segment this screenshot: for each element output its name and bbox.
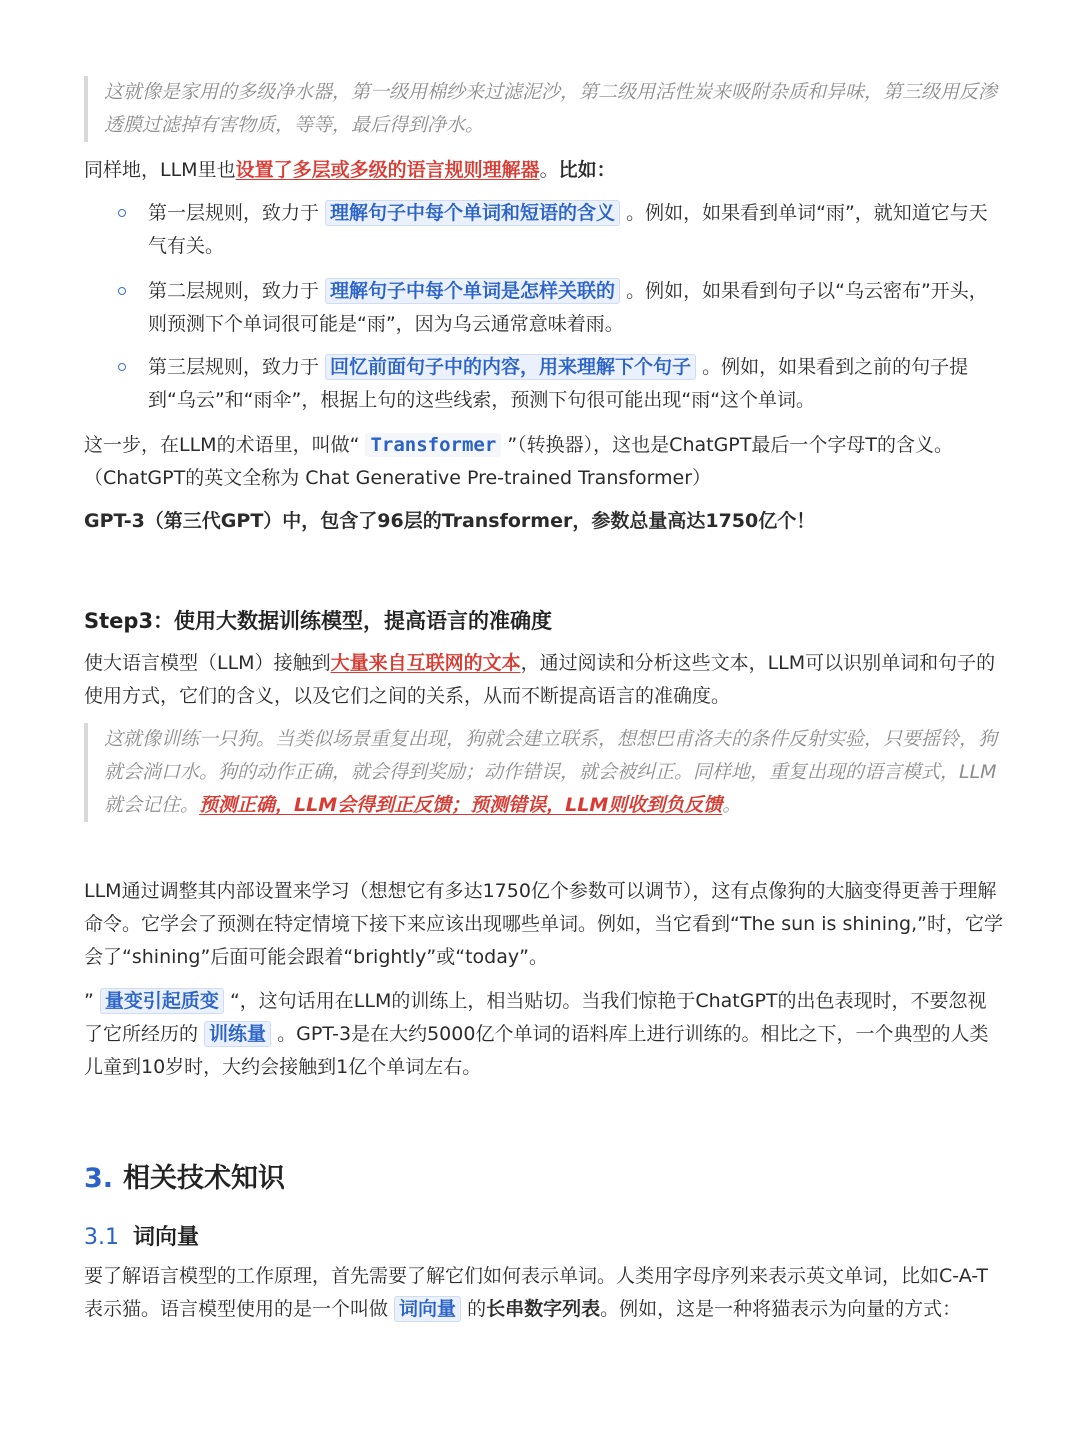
blue-highlight: 量变引起质变 [100, 988, 224, 1014]
bullet-circle-icon [118, 287, 126, 295]
bullet-circle-icon [118, 363, 126, 371]
text: 同样地，LLM里也 [84, 159, 236, 181]
text: 。 [722, 794, 742, 816]
bullet-circle-icon [118, 209, 126, 217]
heading-section-3-1 [84, 1220, 199, 1251]
paragraph-quantity-quality [84, 985, 1004, 1084]
quote-dog-training [84, 723, 1004, 822]
text: 这一步，在LLM的术语里，叫做“ [84, 434, 366, 456]
blue-highlight: 理解句子中每个单词和短语的含义 [325, 200, 620, 226]
paragraph-gpt3: GPT-3（第三代GPT）中，包含了96层的Transformer，参数总量高达1750亿个！ [84, 510, 816, 532]
section-number: 3. [84, 1163, 114, 1194]
quote-water-filter [84, 76, 1004, 142]
inline-code: Transformer [365, 433, 501, 457]
text: 使大语言模型（LLM）接触到 [84, 652, 331, 674]
text: 的 [461, 1298, 487, 1320]
red-highlight: 设置了多层或多级的语言规则理解器 [235, 159, 540, 181]
paragraph-word-vectors [84, 1260, 1004, 1326]
text: “，这句话用在LLM的训练上，相当贴切。当我们惊艳于ChatGPT的出色表现时，不要忽视了它所经历的 [84, 990, 987, 1045]
paragraph-parameters: LLM通过调整其内部设置来学习（想想它有多达1750亿个参数可以调节），这有点像狗的大脑变得更善于理解命令。它学会了预测在特定情境下接下来应该出现哪些单词。例如，当它看到“The sun is shining,”时，它学会了“shining”后面可能会跟着“brightly”或“today”。 [84, 880, 1003, 968]
paragraph-transformer [84, 429, 1004, 495]
text: 。例如，如果看到之前的句子提到“乌云”和“雨伞”，根据上句的这些线索，预测下句很可能出现“雨“这个单词。 [148, 356, 969, 411]
bold-text: 长串数字列表 [486, 1298, 601, 1320]
list-item [118, 197, 1004, 263]
text: 第三层规则，致力于 [148, 356, 326, 378]
text: 第一层规则，致力于 [148, 202, 326, 224]
section-title: 相关技术知识 [123, 1163, 286, 1194]
list-item-text [148, 275, 1004, 341]
text: 。例如，如果看到句子以“乌云密布”开头，则预测下个单词很可能是“雨”，因为乌云通常意味着雨。 [148, 280, 988, 335]
paragraph-training [84, 647, 1004, 713]
text: 要了解语言模型的工作原理，首先需要了解它们如何表示单词。人类用字母序列来表示英文单词，比如C-A-T表示猫。语言模型使用的是一个叫做 [84, 1265, 989, 1320]
paragraph-llm-layers [84, 154, 1004, 187]
text: 第二层规则，致力于 [148, 280, 326, 302]
text: 。例如，如果看到单词“雨”，就知道它与天气有关。 [148, 202, 988, 257]
list-item [118, 275, 1004, 341]
text: ，通过阅读和分析这些文本，LLM可以识别单词和句子的使用方式，它们的含义，以及它们之间的关系，从而不断提高语言的准确度。 [84, 652, 996, 707]
red-highlight: 大量来自互联网的文本 [330, 652, 521, 674]
list-item-text [148, 351, 1004, 417]
text: 。例如，这是一种将猫表示为向量的方式： [600, 1298, 962, 1320]
text: ”（转换器），这也是ChatGPT最后一个字母T的含义。（ChatGPT的英文全称为 Chat Generative Pre-trained Transformer） [84, 434, 953, 489]
section-title: 词向量 [133, 1225, 200, 1250]
list-item-text [148, 197, 1004, 263]
text: 。 [539, 159, 559, 181]
text: 。GPT-3是在大约5000亿个单词的语料库上进行训练的。相比之下，一个典型的人类儿童到10岁时，大约会接触到1亿个单词左右。 [84, 1023, 989, 1078]
bold-text: 比如： [558, 159, 616, 181]
heading-section-3 [84, 1156, 285, 1195]
blue-highlight: 训练量 [204, 1021, 271, 1047]
blue-highlight: 回忆前面句子中的内容，用来理解下个句子 [325, 354, 696, 380]
heading-step3: Step3：使用大数据训练模型，提高语言的准确度 [84, 609, 553, 633]
red-highlight: 预测正确，LLM会得到正反馈；预测错误，LLM则收到负反馈 [199, 794, 723, 816]
section-number: 3.1 [84, 1225, 119, 1250]
quote-text: 这就像是家用的多级净水器，第一级用棉纱来过滤泥沙，第二级用活性炭来吸附杂质和异味，第三级用反渗透膜过滤掉有害物质，等等，最后得到净水。 [104, 81, 998, 136]
blue-highlight: 理解句子中每个单词是怎样关联的 [325, 278, 620, 304]
list-item [118, 351, 1004, 417]
quote-text: 这就像训练一只狗。当类似场景重复出现，狗就会建立联系，想想巴甫洛夫的条件反射实验，只要摇铃，狗就会淌口水。狗的动作正确，就会得到奖励；动作错误，就会被纠正。同样地，重复出现的语言模式，LLM就会记住。 [104, 728, 998, 816]
text: ” [84, 990, 100, 1012]
blue-highlight: 词向量 [394, 1296, 461, 1322]
